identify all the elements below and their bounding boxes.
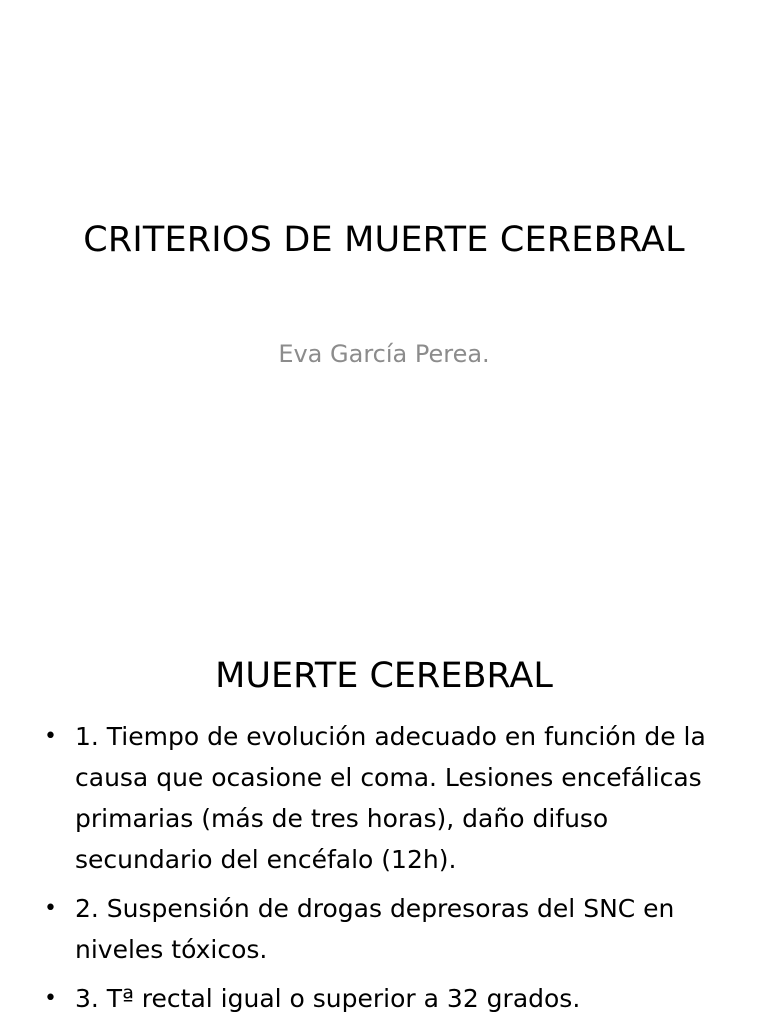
bullet-item (42, 978, 722, 1019)
bullet-text: 3. Tª rectal igual o superior a 32 grados. (75, 984, 581, 1013)
bullet-marker: • (44, 986, 57, 1011)
bullet-marker: • (44, 724, 57, 749)
slide-content (0, 576, 768, 1024)
bullet-list (42, 716, 722, 1027)
bullet-text: 1. Tiempo de evolución adecuado en función de la causa que ocasione el coma. Lesiones encefálicas primarias (más de tres horas), daño difuso secundario del encéfalo (12h). (75, 722, 706, 874)
bullet-text: 2. Suspensión de drogas depresoras del SNC en niveles tóxicos. (75, 894, 675, 964)
author-subtitle: Eva García Perea. (278, 340, 490, 368)
presentation-title: CRITERIOS DE MUERTE CEREBRAL (83, 220, 685, 261)
bullet-marker: • (44, 896, 57, 921)
bullet-item (42, 888, 722, 970)
bullet-item (42, 716, 722, 880)
slide-heading: MUERTE CEREBRAL (215, 656, 553, 697)
